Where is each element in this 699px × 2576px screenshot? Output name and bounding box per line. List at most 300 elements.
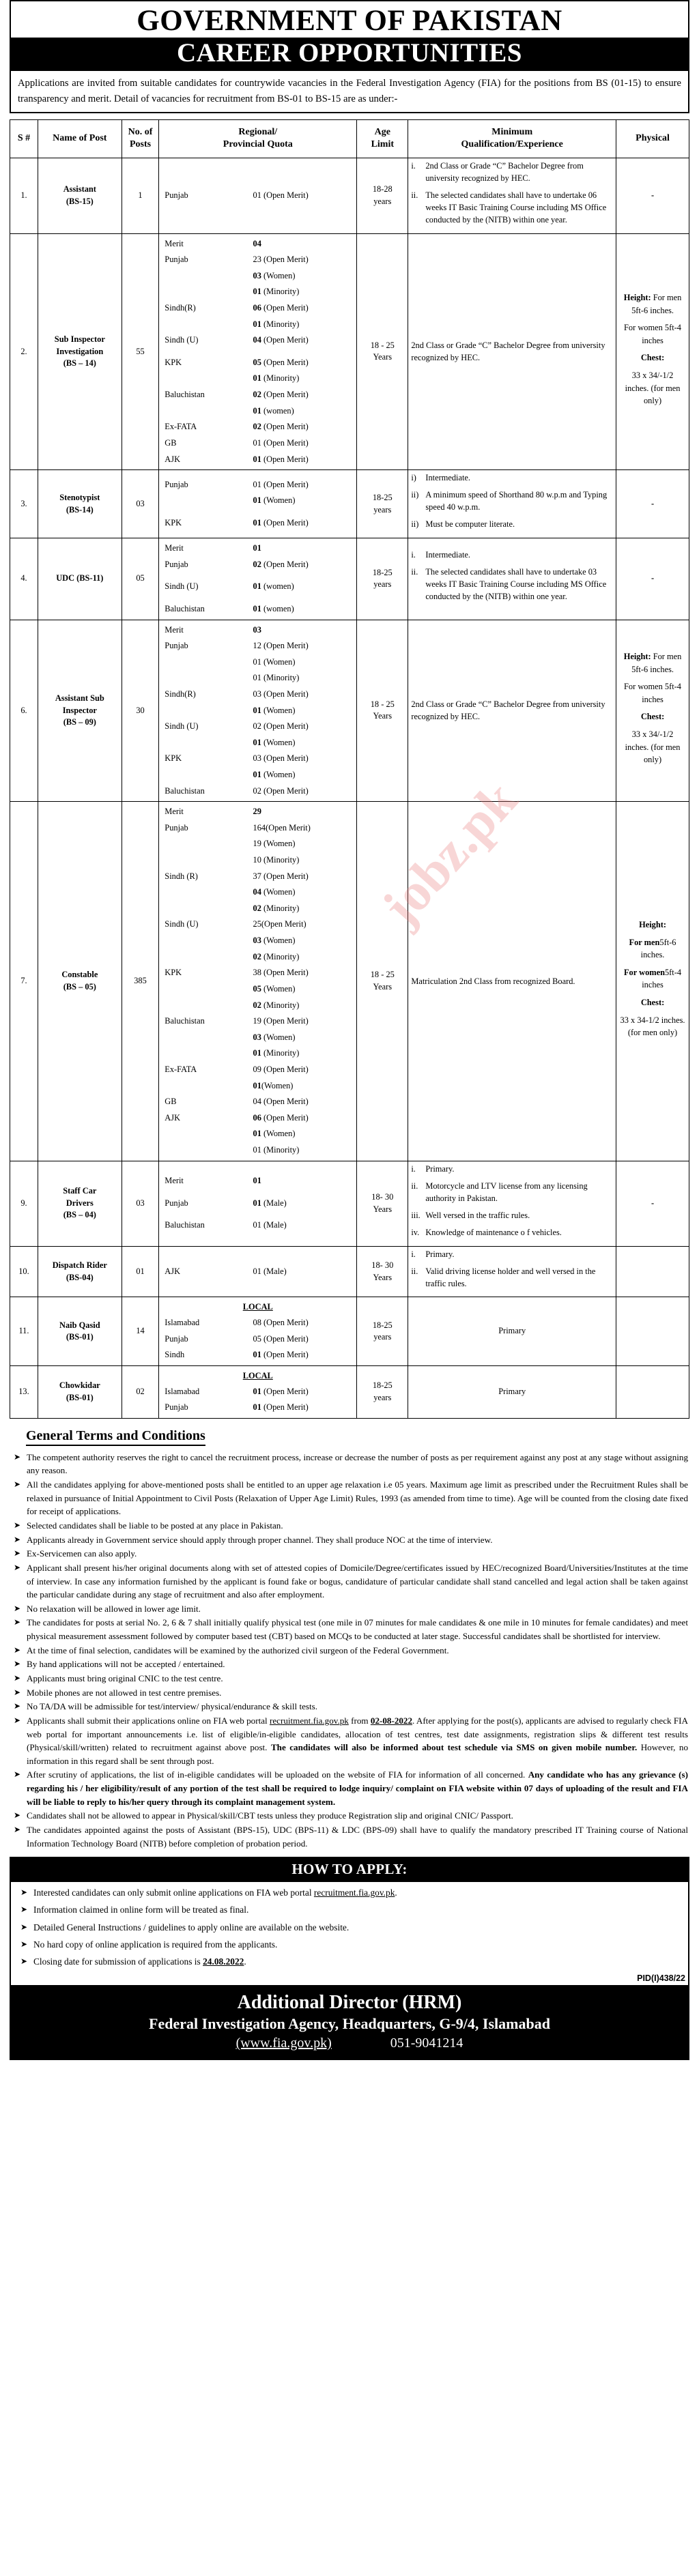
physical-line: For women 5ft-4 inches — [624, 323, 682, 345]
arrow-bullet-icon: ➤ — [14, 1825, 21, 1835]
cell-number-of-posts: 385 — [122, 802, 159, 1161]
term-item — [14, 1700, 688, 1713]
arrow-bullet-icon: ➤ — [14, 1701, 21, 1711]
quota-value: 02 (Open Merit) — [253, 422, 309, 432]
quota-row — [162, 1264, 354, 1280]
qualification-marker: i. — [411, 1249, 416, 1259]
cell-serial: 9. — [10, 1161, 38, 1246]
physical-line: Chest: — [640, 998, 665, 1008]
term-text: No relaxation will be allowed in lower age limit. — [27, 1603, 201, 1614]
quota-region — [162, 998, 250, 1014]
quota-value: 01 (Women) — [253, 737, 296, 747]
qualification-item — [411, 1163, 613, 1176]
col-header-quota — [159, 120, 357, 158]
quota-value: 03 (Women) — [253, 270, 296, 280]
quota-value: 01 (Male) — [253, 1220, 287, 1230]
term-item — [14, 1533, 688, 1547]
quota-region: KPK — [165, 968, 182, 978]
quota-region: AJK — [165, 454, 181, 464]
cell-post-name: Dispatch Rider (BS-04) — [38, 1246, 122, 1297]
quota-row — [162, 1196, 354, 1212]
quota-value: 38 (Open Merit) — [253, 968, 309, 978]
term-item — [14, 1561, 688, 1602]
apply-portal-link[interactable]: recruitment.fia.gov.pk — [313, 1887, 395, 1898]
apply-text: Interested candidates can only submit online applications on FIA web portal recruitment.fia.gov.pk. — [33, 1887, 397, 1898]
quota-value: 164(Open Merit) — [253, 822, 311, 833]
arrow-bullet-icon: ➤ — [14, 1617, 21, 1627]
qualification-marker: ii) — [411, 490, 419, 500]
quota-row — [162, 719, 354, 735]
qualification-text: 2nd Class or Grade “C” Bachelor Degree from university recognized by HEC. — [425, 160, 584, 183]
qualification-item — [411, 1181, 613, 1205]
qualification-item — [411, 1227, 613, 1239]
quota-value: 02 (Open Merit) — [253, 559, 309, 569]
cell-serial: 6. — [10, 620, 38, 802]
term-item-grievance — [14, 1768, 688, 1808]
quota-row — [162, 317, 354, 333]
qualification-text: Intermediate. — [425, 550, 471, 560]
cell-number-of-posts: 30 — [122, 620, 159, 802]
quota-row — [162, 579, 354, 595]
quota-region: Merit — [165, 624, 184, 635]
qualification-item — [411, 190, 613, 227]
cell-regional-quota — [159, 538, 357, 620]
term-text: At the time of final selection, candidates will be examined by the authorized civil surgeon of the Federal Government. — [27, 1645, 449, 1655]
qualification-text: Valid driving license holder and well versed in the traffic rules. — [425, 1266, 596, 1288]
term-text: Applicants already in Government service should apply through proper channel. They shall produce NOC at the time of interview. — [27, 1534, 493, 1545]
quota-region: Merit — [165, 238, 184, 248]
recruitment-portal-link[interactable]: recruitment.fia.gov.pk — [269, 1715, 349, 1726]
quota-region — [162, 1126, 250, 1142]
cell-number-of-posts: 03 — [122, 1161, 159, 1246]
qualification-item — [411, 472, 613, 484]
quota-row — [162, 515, 354, 532]
qualification-item — [411, 1266, 613, 1290]
quota-region: Sindh(R) — [165, 303, 196, 313]
quota-value: 01 (Minority) — [253, 673, 300, 683]
quota-region: Baluchistan — [165, 1016, 205, 1026]
quota-region — [162, 981, 250, 998]
quota-value: 03 (Open Merit) — [253, 689, 309, 699]
cell-qualification — [408, 470, 616, 538]
term-item — [14, 1451, 688, 1477]
how-to-apply-body — [11, 1882, 688, 1973]
government-header — [10, 0, 689, 38]
quota-row — [162, 1062, 354, 1078]
qualification-text: Primary — [498, 1387, 526, 1397]
quota-value: 01 (Open Merit) — [253, 1402, 309, 1413]
physical-dash: - — [651, 190, 655, 200]
quota-region: KPK — [165, 517, 182, 527]
intro-paragraph-box — [10, 71, 689, 113]
cell-post-name: Staff Car Drivers (BS – 04) — [38, 1161, 122, 1246]
page-title: GOVERNMENT OF PAKISTAN — [137, 5, 562, 37]
quota-region: Punjab — [165, 1198, 188, 1208]
col-header-age — [357, 120, 408, 158]
quota-row — [162, 1217, 354, 1234]
quota-row — [162, 300, 354, 317]
quota-region: Punjab — [165, 822, 188, 833]
quota-row — [162, 252, 354, 268]
cell-number-of-posts: 03 — [122, 470, 159, 538]
quota-row — [162, 670, 354, 686]
arrow-bullet-icon: ➤ — [14, 1769, 21, 1780]
arrow-bullet-icon: ➤ — [20, 1905, 28, 1915]
quota-row — [162, 493, 354, 509]
quota-region: Punjab — [165, 190, 188, 200]
quota-row — [162, 557, 354, 573]
cell-qualification — [408, 1161, 616, 1246]
quota-region: Baluchistan — [165, 603, 205, 613]
col-header-serial: S # — [10, 120, 38, 158]
quota-region: Baluchistan — [165, 390, 205, 400]
table-row — [10, 1246, 689, 1297]
cell-qualification — [408, 1297, 616, 1365]
closing-date: 24.08.2022 — [203, 1956, 244, 1967]
qualification-text: The selected candidates shall have to undertake 06 weeks IT Basic Training Course including MS Office conducted by the (NITB) within one year. — [425, 190, 607, 225]
quota-row — [162, 686, 354, 703]
cell-serial: 3. — [10, 470, 38, 538]
col-header-no-line1: No. of — [128, 127, 153, 138]
cell-physical — [616, 233, 689, 470]
quota-value: 01 (women) — [253, 405, 294, 416]
how-to-apply-title: HOW TO APPLY: — [11, 1858, 688, 1882]
qualification-item — [411, 549, 613, 562]
term-text: No TA/DA will be admissible for test/interview/ physical/endurance & skill tests. — [27, 1701, 317, 1712]
quota-region: Ex-FATA — [165, 1064, 197, 1074]
quota-value: 05 (Open Merit) — [253, 357, 309, 367]
quota-value: 01 (Open Merit) — [253, 454, 309, 464]
quota-value: 01 (Women) — [253, 705, 296, 715]
quota-region: Merit — [165, 1176, 184, 1186]
cell-number-of-posts: 14 — [122, 1297, 159, 1365]
quota-value: 10 (Minority) — [253, 855, 300, 865]
quota-value: 01 (Minority) — [253, 1145, 300, 1155]
qualification-text: Primary. — [425, 1249, 455, 1259]
cell-regional-quota — [159, 158, 357, 233]
table-body — [10, 158, 689, 1418]
physical-dash: - — [651, 573, 655, 583]
footer-website-link[interactable]: (www.fia.gov.pk) — [236, 2036, 332, 2051]
cell-qualification — [408, 620, 616, 802]
arrow-bullet-icon: ➤ — [14, 1534, 21, 1544]
cell-regional-quota — [159, 1161, 357, 1246]
quota-region: Punjab — [165, 1333, 188, 1344]
table-row — [10, 1161, 689, 1246]
quota-region — [162, 735, 250, 751]
quota-row — [162, 268, 354, 285]
quota-row — [162, 949, 354, 966]
qualification-text: Knowledge of maintenance o f vehicles. — [425, 1227, 562, 1237]
quota-region: Sindh(R) — [165, 689, 196, 699]
qualification-item — [411, 1249, 613, 1261]
physical-line: Chest: — [640, 353, 665, 363]
quota-region — [162, 268, 250, 285]
how-to-apply-section — [10, 1857, 689, 1986]
quota-row — [162, 981, 354, 998]
term-text: The candidates appointed against the posts of Assistant (BPS-15), UDC (BPS-11) & LDC (BPS-09) shall have to qualify the mandatory prescribed IT Training course of National Information Technology Board (NITB) before completion of probation period. — [27, 1825, 688, 1849]
quota-region: KPK — [165, 753, 182, 764]
general-terms-list — [10, 1451, 689, 1851]
arrow-bullet-icon: ➤ — [14, 1548, 21, 1559]
header-row — [10, 120, 689, 158]
cell-qualification — [408, 233, 616, 470]
cell-physical — [616, 1365, 689, 1418]
footer-contact-block — [10, 1986, 689, 2061]
quota-region: Sindh (U) — [165, 335, 199, 345]
cell-age-limit: 18-25 years — [357, 1365, 408, 1418]
quota-row — [162, 1030, 354, 1046]
cell-serial: 4. — [10, 538, 38, 620]
arrow-bullet-icon: ➤ — [14, 1603, 21, 1613]
cell-post-name: Constable (BS – 05) — [38, 802, 122, 1161]
quota-row — [162, 998, 354, 1014]
table-header — [10, 120, 689, 158]
qualification-text: Intermediate. — [425, 473, 471, 483]
cell-age-limit: 18- 30 Years — [357, 1246, 408, 1297]
quota-region: GB — [165, 1097, 177, 1107]
quota-value: 01 (Minority) — [253, 287, 300, 297]
physical-line: Chest: — [640, 712, 665, 722]
physical-line: For men5ft-6 inches. — [629, 937, 676, 960]
quota-region — [162, 852, 250, 869]
quota-value: 19 (Open Merit) — [253, 1016, 309, 1026]
cell-age-limit: 18 - 25 Years — [357, 620, 408, 802]
quota-value: 03 — [253, 624, 261, 635]
qualification-marker: iii. — [411, 1210, 420, 1220]
arrow-bullet-icon: ➤ — [14, 1451, 21, 1462]
banner-title: CAREER OPPORTUNITIES — [177, 38, 522, 68]
quota-value: 25(Open Merit) — [253, 919, 306, 929]
quota-row — [162, 1315, 354, 1331]
quota-row — [162, 1013, 354, 1030]
quota-value: 01 (Male) — [253, 1266, 287, 1276]
qualification-text: Matriculation 2nd Class from recognized Board. — [411, 976, 575, 986]
cell-number-of-posts: 02 — [122, 1365, 159, 1418]
cell-number-of-posts: 05 — [122, 538, 159, 620]
cell-serial: 11. — [10, 1297, 38, 1365]
cell-age-limit: 18 - 25 Years — [357, 233, 408, 470]
arrow-bullet-icon: ➤ — [14, 1687, 21, 1697]
col-header-physical: Physical — [616, 120, 689, 158]
quota-row — [162, 1142, 354, 1159]
watermark: jobz.pk — [370, 770, 528, 936]
quota-row — [162, 767, 354, 783]
quota-row — [162, 884, 354, 901]
quota-value: 02 (Minority) — [253, 1000, 300, 1010]
physical-dash: - — [651, 498, 655, 508]
quota-region — [162, 901, 250, 917]
quota-value: 02 (Open Merit) — [253, 390, 309, 400]
quota-region — [162, 949, 250, 966]
quota-row — [162, 1347, 354, 1363]
cell-physical — [616, 538, 689, 620]
col-header-quota-line1: Regional/ — [238, 127, 278, 138]
quota-region — [162, 1030, 250, 1046]
cell-physical — [616, 1246, 689, 1297]
quota-value: 29 — [253, 807, 261, 817]
quota-region: Sindh (U) — [165, 581, 199, 592]
qualification-marker: i. — [411, 1163, 416, 1174]
physical-dash: - — [651, 1198, 655, 1208]
quota-region: Islamabad — [165, 1318, 200, 1328]
qualification-list — [411, 160, 613, 227]
general-terms-section — [10, 1419, 689, 1851]
apply-item — [20, 1921, 681, 1935]
qualification-marker: ii. — [411, 1266, 418, 1276]
quota-row — [162, 387, 354, 403]
cell-serial: 2. — [10, 233, 38, 470]
term-item-it-training — [14, 1823, 688, 1850]
cell-regional-quota — [159, 802, 357, 1161]
quota-region: AJK — [165, 1266, 181, 1276]
quota-value: 01 (Open Merit) — [253, 437, 309, 448]
arrow-bullet-icon: ➤ — [14, 1479, 21, 1490]
term-text: Applicant shall present his/her original documents along with set of attested copies of Domicile/Degree/certificates issued by HEC/recognized Board/Universities/Institutes at the time of interview. In case any information furnished by the applicant is found fake or bogus, candidature of particular candidate shall stand cancelled and legal action shall be taken against the particular candidate during any stage of recruitment and also after employment. — [27, 1562, 688, 1600]
quota-region: Sindh (U) — [165, 721, 199, 732]
physical-line: Height: For men 5ft-6 inches. — [623, 292, 682, 315]
qualification-text: Motorcycle and LTV license from any licensing authority in Pakistan. — [425, 1181, 588, 1203]
quota-row — [162, 735, 354, 751]
quota-row — [162, 638, 354, 654]
quota-row — [162, 783, 354, 800]
cell-age-limit: 18- 30 Years — [357, 1161, 408, 1246]
term-item — [14, 1547, 688, 1561]
quota-value: 05 (Women) — [253, 983, 296, 994]
cell-post-name: Naib Qasid (BS-01) — [38, 1297, 122, 1365]
quota-region — [162, 1142, 250, 1159]
qualification-list — [411, 1163, 613, 1239]
cell-age-limit: 18-25 years — [357, 1297, 408, 1365]
cell-physical — [616, 620, 689, 802]
cell-physical — [616, 158, 689, 233]
apply-text: No hard copy of online application is required from the applicants. — [33, 1939, 278, 1950]
physical-line: 33 x 34/-1/2 inches. (for men only) — [625, 370, 681, 406]
quota-region — [162, 1045, 250, 1062]
term-text: Ex-Servicemen can also apply. — [27, 1548, 137, 1559]
term-text: Applicants must bring original CNIC to the test centre. — [27, 1673, 223, 1683]
qualification-marker: ii) — [411, 519, 419, 530]
quota-value: 01 (Women) — [253, 495, 296, 506]
qualification-item — [411, 160, 613, 185]
quota-region: Merit — [165, 807, 184, 817]
qualification-text: Well versed in the traffic rules. — [425, 1210, 530, 1220]
cell-post-name: Assistant Sub Inspector (BS – 09) — [38, 620, 122, 802]
quota-value: 03 (Women) — [253, 936, 296, 946]
cell-regional-quota — [159, 620, 357, 802]
quota-row — [162, 601, 354, 618]
quota-row — [162, 435, 354, 452]
col-header-qual-line1: Minimum — [491, 127, 533, 138]
cell-post-name: Assistant (BS-15) — [38, 158, 122, 233]
cell-number-of-posts: 55 — [122, 233, 159, 470]
quota-value: 01 (Open Merit) — [253, 479, 309, 489]
qualification-text: The selected candidates shall have to undertake 03 weeks IT Basic Training Course including MS Office conducted by the (NITB) within one year. — [425, 567, 607, 602]
quota-region — [162, 670, 250, 686]
how-to-apply-list — [16, 1886, 683, 1969]
quota-row — [162, 1384, 354, 1400]
quota-local-heading: LOCAL — [242, 1302, 273, 1312]
qualification-list — [411, 472, 613, 531]
quota-region — [162, 767, 250, 783]
quota-region — [162, 284, 250, 300]
quota-row — [162, 371, 354, 387]
quota-value: 01 (Open Merit) — [253, 1350, 309, 1360]
quota-region: Sindh (R) — [165, 871, 198, 881]
quota-value: 03 (Women) — [253, 1032, 296, 1042]
quota-row — [162, 1045, 354, 1062]
footer-designation: Additional Director (HRM) — [237, 1991, 462, 2013]
cell-physical — [616, 1161, 689, 1246]
arrow-bullet-icon: ➤ — [14, 1715, 21, 1725]
quota-region — [162, 317, 250, 333]
cell-regional-quota — [159, 470, 357, 538]
quota-region: Punjab — [165, 559, 188, 569]
arrow-bullet-icon: ➤ — [14, 1645, 21, 1655]
quota-region — [162, 703, 250, 719]
qualification-text: Primary — [498, 1326, 526, 1336]
quota-row — [162, 236, 354, 252]
quota-value: 01 (women) — [253, 603, 294, 613]
quota-region — [162, 1078, 250, 1095]
cell-post-name: Stenotypist (BS-14) — [38, 470, 122, 538]
term-text: Candidates shall not be allowed to appear in Physical/skill/CBT tests unless they produce Registration slip and original CNIC/ Passport. — [27, 1810, 513, 1821]
table-row — [10, 802, 689, 1161]
quota-region: Baluchistan — [165, 1220, 205, 1230]
quota-row — [162, 1173, 354, 1189]
cell-post-name: UDC (BS-11) — [38, 538, 122, 620]
term-item — [14, 1658, 688, 1671]
quota-value: 01 (Open Merit) — [253, 190, 309, 200]
cell-regional-quota — [159, 1246, 357, 1297]
cell-regional-quota — [159, 1297, 357, 1365]
table-row — [10, 1297, 689, 1365]
term-text: The candidates for posts at serial No. 2, 6 & 7 shall initially qualify physical test (one mile in 07 minutes for male candidates & one mile in 10 minutes for female candidates) and meet physical measurement assessment followed by computer based test (CBT) based on MCQs to be conducted at later stage. Successful candidates shall be shortlisted for interview. — [27, 1617, 688, 1642]
quota-region — [162, 836, 250, 852]
quota-row — [162, 540, 354, 557]
term-text: The competent authority reserves the right to cancel the recruitment process, increase or decrease the number of posts as per requirement against any post at any stage without assigning any reason. — [27, 1451, 688, 1476]
general-terms-title: General Terms and Conditions — [26, 1428, 205, 1446]
physical-line: For women5ft-4 inches — [623, 967, 682, 990]
arrow-bullet-icon: ➤ — [14, 1810, 21, 1821]
quota-value: 02 (Minority) — [253, 951, 300, 961]
quota-value: 01 (Minority) — [253, 319, 300, 329]
quota-value: 37 (Open Merit) — [253, 871, 309, 881]
table-row — [10, 470, 689, 538]
quota-value: 01 — [253, 1176, 261, 1186]
quota-value: 04 (Open Merit) — [253, 1097, 309, 1107]
cell-post-name: Sub Inspector Investigation (BS – 14) — [38, 233, 122, 470]
quota-row — [162, 284, 354, 300]
col-header-age-line1: Age — [374, 127, 390, 138]
cell-physical — [616, 470, 689, 538]
table-row — [10, 620, 689, 802]
qualification-marker: i. — [411, 550, 416, 560]
physical-line: Height: For men 5ft-6 inches. — [623, 651, 682, 674]
cell-qualification — [408, 802, 616, 1161]
quota-region: Punjab — [165, 479, 188, 489]
physical-line: Height: — [639, 919, 666, 929]
cell-number-of-posts: 01 — [122, 1246, 159, 1297]
qualification-marker: ii. — [411, 190, 418, 200]
vacancy-table — [10, 119, 689, 1418]
quota-value: 01(Women) — [253, 1080, 294, 1090]
quota-value: 01 (Minority) — [253, 1048, 300, 1058]
qualification-marker: ii. — [411, 1181, 418, 1191]
apply-item — [20, 1938, 681, 1952]
cell-age-limit: 18-25 years — [357, 538, 408, 620]
quota-value: 01 — [253, 543, 261, 553]
